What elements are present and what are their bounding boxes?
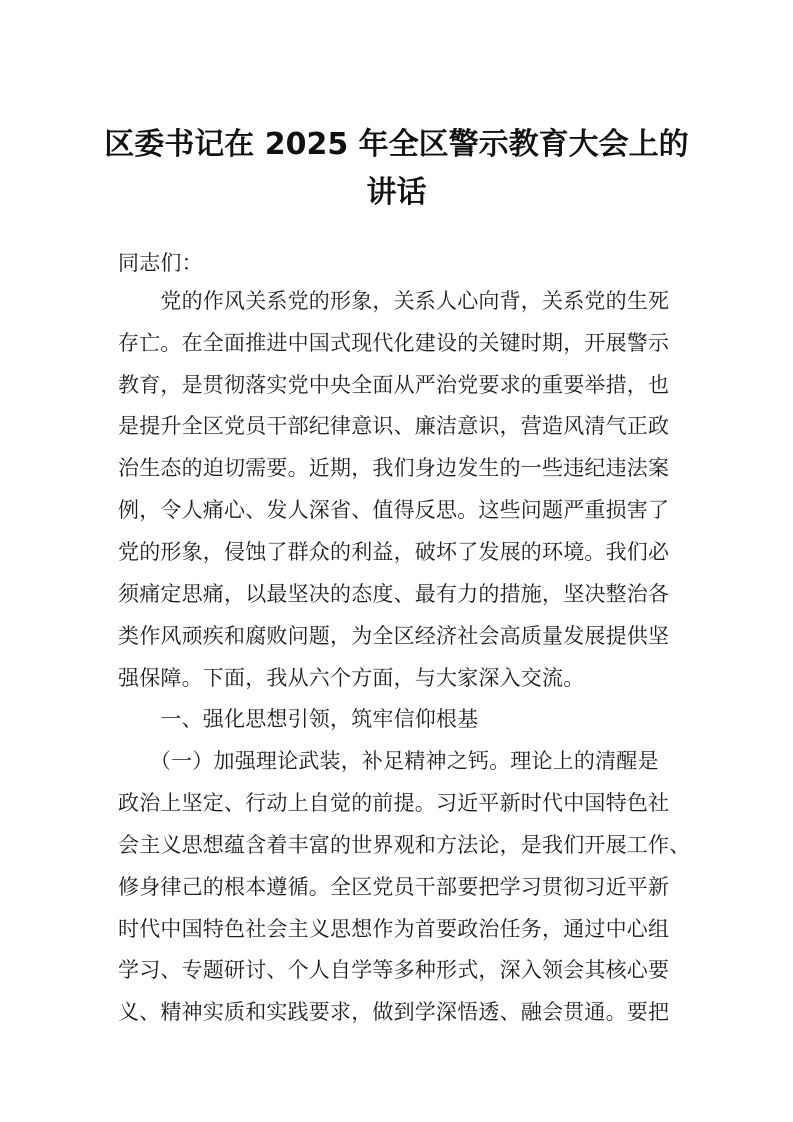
body-line: 教育，是贯彻落实党中央全面从严治党要求的重要举措，也 (118, 373, 670, 397)
body-line: 政治上坚定、行动上自觉的前提。习近平新时代中国特色社 (118, 791, 670, 815)
body-line: 存亡。在全面推进中国式现代化建设的关键时期，开展警示 (118, 331, 670, 355)
body-line: 党的作风关系党的形象，关系人心向背，关系党的生死 (118, 289, 670, 313)
body-line: 例，令人痛心、发人深省、值得反思。这些问题严重损害了 (118, 498, 670, 522)
subsection-heading: （一）加强理论武装，补足精神之钙。理论上的清醒是 (118, 749, 659, 773)
section-heading: 一、强化思想引领，筑牢信仰根基 (118, 707, 479, 731)
document-title-line-1: 区委书记在 2025 年全区警示教育大会上的 (104, 127, 689, 162)
body-line: 须痛定思痛，以最坚决的态度、最有力的措施，坚决整治各 (118, 582, 670, 606)
body-line: 强保障。下面，我从六个方面，与大家深入交流。 (118, 666, 585, 690)
body-line: 修身律己的根本遵循。全区党员干部要把学习贯彻习近平新 (118, 875, 670, 899)
body-line: 学习、专题研讨、个人自学等多种形式，深入领会其核心要 (118, 958, 670, 982)
document-title-line-2: 讲话 (366, 175, 427, 210)
body-line: 是提升全区党员干部纪律意识、廉洁意识，营造风清气正政 (118, 414, 670, 438)
body-line: 党的形象，侵蚀了群众的利益，破坏了发展的环境。我们必 (118, 540, 670, 564)
body-line: 类作风顽疾和腐败问题，为全区经济社会高质量发展提供坚 (118, 624, 670, 648)
body-line: 义、精神实质和实践要求，做到学深悟透、融会贯通。要把 (118, 1000, 670, 1024)
body-line: 治生态的迫切需要。近期，我们身边发生的一些违纪违法案 (118, 456, 670, 480)
salutation: 同志们： (118, 251, 203, 275)
body-line: 时代中国特色社会主义思想作为首要政治任务，通过中心组 (118, 917, 670, 941)
body-line: 会主义思想蕴含着丰富的世界观和方法论，是我们开展工作、 (118, 833, 691, 857)
